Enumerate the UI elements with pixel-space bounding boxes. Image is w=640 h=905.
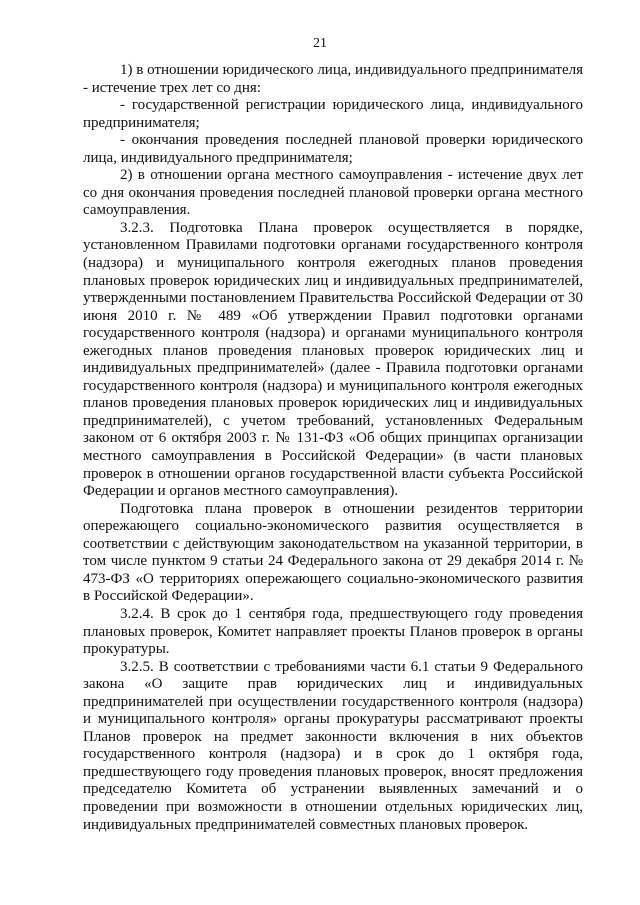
paragraph-registration-item: - государственной регистрации юридического лица, индивидуального предпринимателя; xyxy=(83,97,583,131)
paragraph-last-inspection-item: - окончания проведения последней плановой проверки юридического лица, индивидуального предпринимателя; xyxy=(83,132,583,166)
paragraph-3-2-3: 3.2.3. Подготовка Плана проверок осуществляется в порядке, установленном Правилами подготовки органами государственного контроля (надзора) и муниципального контроля ежегодных планов проведения плановых проверок юридических лиц и индивидуальных предпринимателей, утвержденными постановлением Правительства Российской Федерации от 30 июня 2010 г. № 489 «Об утверждении Правил подготовки органами государственного контроля (надзора) и органами муниципального контроля ежегодных планов проведения плановых проверок юридических лиц и индивидуальных предпринимателей» (далее - Правила подготовки органами государственного контроля (надзора) и муниципального контроля ежегодных планов проведения плановых проверок юридических лиц и индивидуальных предпринимателей), с учетом требований, установленных Федеральным законом от 6 октября 2003 г. № 131-ФЗ «Об общих принципах организации местного самоуправления в Российской Федерации» (в части плановых проверок в отношении органов государственной власти субъекта Российской Федерации и органов местного самоуправления). xyxy=(83,219,583,500)
paragraph-territory-residents: Подготовка плана проверок в отношении резидентов территории опережающего социально-экономического развития осуществляется в соответствии с действующим законодательством на указанной территории, в том числе пунктом 9 статьи 24 Федерального закона от 29 декабря 2014 г. № 473-ФЗ «О территориях опережающего социально-экономического развития в Российской Федерации». xyxy=(83,500,583,605)
page-number: 21 xyxy=(313,36,327,51)
paragraph-3-2-4: 3.2.4. В срок до 1 сентября года, предшествующего году проведения плановых проверок, Комитет направляет проекты Планов проверок в органы прокуратуры. xyxy=(83,605,583,658)
paragraph-1-legal-entity-term: 1) в отношении юридического лица, индивидуального предпринимателя - истечение трех лет со дня: xyxy=(83,62,583,96)
document-body xyxy=(83,62,583,834)
paragraph-2-local-government-term: 2) в отношении органа местного самоуправления - истечение двух лет со дня окончания проведения последней плановой проверки органа местного самоуправления. xyxy=(83,167,583,219)
paragraph-3-2-5: 3.2.5. В соответствии с требованиями части 6.1 статьи 9 Федерального закона «О защите прав юридических лиц и индивидуальных предпринимателей при осуществлении государственного контроля (надзора) и муниципального контроля» органы прокуратуры рассматривают проекты Планов проверок на предмет законности включения в них объектов государственного контроля (надзора) и в срок до 1 октября года, предшествующего году проведения плановых проверок, вносят предложения председателю Комитета об устранении выявленных замечаний и о проведении при возможности в отношении отдельных юридических лиц, индивидуальных предпринимателей совместных плановых проверок. xyxy=(83,658,583,833)
